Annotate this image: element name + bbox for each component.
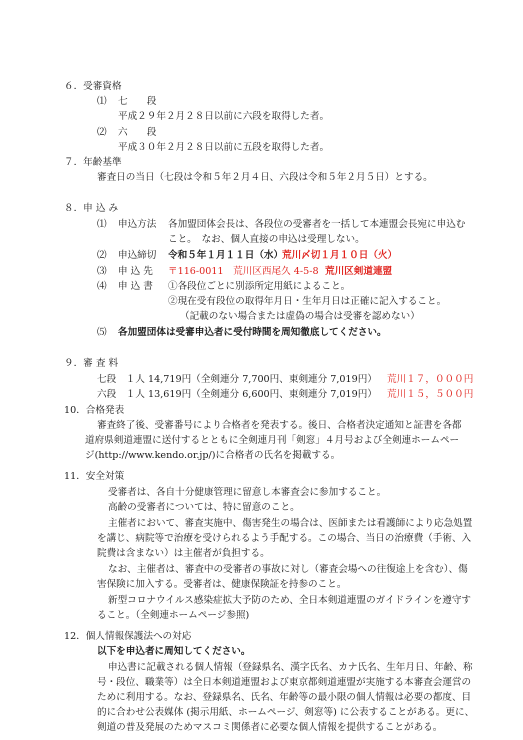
fee-row-text: 七段 １人 14,719円（全剣連分 7,700円、東剣連分 7,019円）: [97, 374, 377, 385]
item-text: ②現在受有段位の取得年月日・生年月日は正確に記入すること。: [168, 296, 447, 307]
item-title: 六 段: [118, 127, 157, 138]
paragraph-line: 院費は含まない）は主催者が負担する。: [97, 548, 270, 559]
paragraph-line: 申込書に記載される個人情報（登録県名、漢字氏名、カナ氏名、生年月日、年齢、称: [108, 662, 473, 673]
item-label: 申込締切: [118, 250, 157, 261]
section-7-heading: ７．年齢基準: [64, 157, 122, 168]
fee-row-text: 六段 １人 13,619円（全剣連分 6,600円、東剣連分 7,019円）: [97, 389, 377, 400]
paragraph-line: 主催者において、審査実施中、傷害発生の場合は、医師または看護師により応急処置: [108, 518, 473, 529]
notice-text: 各加盟団体は受審申込者に受付時間を周知徹底してください。: [118, 327, 387, 338]
item-number: ⑵: [97, 250, 107, 261]
section-10-heading: 10．合格発表: [64, 405, 125, 416]
item-number: ⑶: [97, 266, 107, 277]
item-text: 平成２９年２月２８日以前に六段を取得した者。: [118, 111, 330, 122]
paragraph-line: 剣道の普及発展のためマスコミ関係者に必要な個人情報を提供することがある。: [97, 722, 443, 733]
section-9-heading: ９．審 査 料: [64, 358, 119, 369]
item-label: 申 込 書: [118, 281, 153, 292]
item-note: （記載のない場合または虚偽の場合は受審を認めない）: [180, 311, 420, 322]
item-number: ⑸: [97, 327, 107, 338]
paragraph-line: ために利用する。なお、登録県名、氏名、年齢等の最小限の個人情報は必要の都度、目: [97, 692, 472, 703]
paragraph-line: を講じ、病院等で治療を受けられるよう手配する。この場合、当日の治療費（手術、入: [97, 533, 472, 544]
item-text: こと。 なお、個人直接の申込は受理しない。: [168, 234, 365, 245]
paragraph-line: ること。（全剣連ホームページ参照): [97, 610, 250, 621]
paragraph-line: 害保険に加入する。受審者は、健康保険証を持参のこと。: [97, 579, 347, 590]
paragraph-line: 高齢の受審者については、特に留意のこと。: [108, 502, 300, 513]
paragraph-line: 新型コロナウイルス感染症拡大予防のため、全日本剣道連盟のガイドラインを遵守す: [108, 595, 472, 606]
section-12-heading: 12．個人情報保護法への対応: [64, 631, 192, 642]
local-fee-text: 荒川１７，０００円: [387, 374, 474, 385]
item-number: ⑵: [97, 127, 107, 138]
item-title: 七 段: [118, 96, 157, 107]
item-text: ①各段位ごとに別添所定用紙によること。: [168, 281, 351, 292]
section-11-heading: 11．安全対策: [64, 471, 125, 482]
paragraph-line: 号・段位、職業等）は全日本剣道連盟および東京都剣道連盟が実施する本審査会運営の: [97, 677, 472, 688]
paragraph-line: 道府県剣道連盟に送付するとともに全剣連月刊「剣窓」４月号および全剣連ホームペー: [85, 435, 460, 446]
address-text: 〒116-0011 荒川区西尾久 4-5-8: [168, 266, 319, 277]
item-text: 各加盟団体会長は、各段位の受審者を一括して本連盟会長宛に申込む: [168, 219, 466, 230]
paragraph-line: 受審者は、各自十分健康管理に留意し本審査会に参加すること。: [108, 487, 387, 498]
item-number: ⑴: [97, 219, 107, 230]
section-6-heading: ６．受審資格: [64, 81, 122, 92]
recipient-text: 荒川区剣道連盟: [325, 266, 393, 277]
item-number: ⑴: [97, 96, 107, 107]
section-8-heading: ８．申 込 み: [64, 203, 119, 214]
item-number: ⑷: [97, 281, 107, 292]
deadline-text: 令和５年１月１１日（水）: [168, 250, 284, 261]
paragraph-line: 審査終了後、受審番号により合格者を発表する。後日、合格者決定通知と証書を各都: [97, 420, 462, 431]
notice-text: 以下を申込者に周知してください。: [97, 646, 251, 657]
paragraph-line: なお、主催者は、審査中の受審者の事故に対し（審査会場への往復途上を含む）、傷: [108, 564, 468, 575]
item-label: 申込方法: [118, 219, 157, 230]
item-text: 平成３０年２月２８日以前に五段を取得した者。: [118, 142, 330, 153]
age-criteria-text: 審査日の当日（七段は令和５年２月４日、六段は令和５年２月５日）とする。: [97, 172, 433, 183]
paragraph-line: 的に合わせ公表媒体 (掲示用紙、ホームページ、剣窓等) に公表することがある。更に、: [97, 707, 475, 718]
item-label: 申 込 先: [118, 266, 153, 277]
local-deadline-text: 荒川〆切１月１０日（火）: [282, 250, 398, 261]
paragraph-line: ジ(http://www.kendo.or.jp/)に合格者の氏名を掲載する。: [85, 450, 341, 461]
local-fee-text: 荒川１５，５００円: [387, 389, 474, 400]
